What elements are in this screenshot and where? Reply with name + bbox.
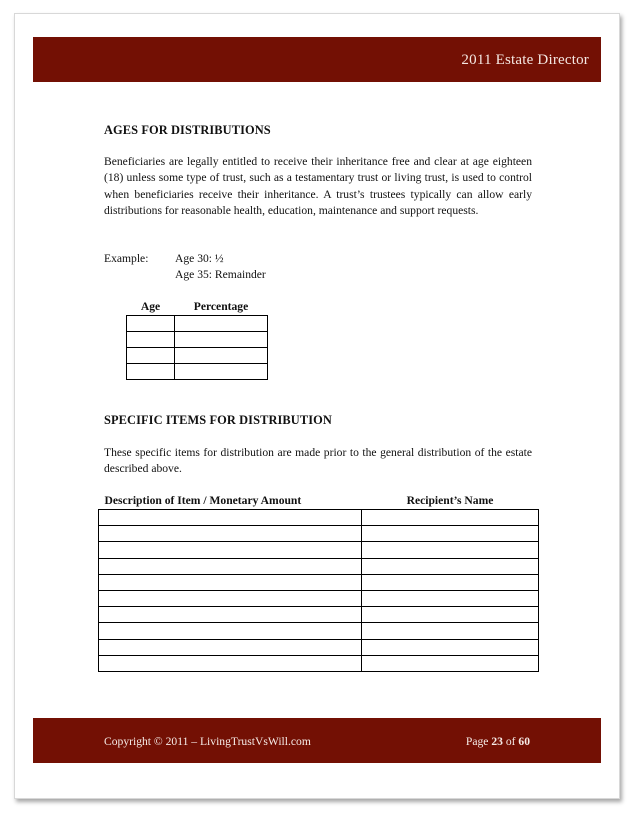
example-line: Age 35: Remainder [175, 268, 266, 281]
page-of: of [502, 735, 519, 748]
age-cell[interactable] [127, 316, 175, 332]
table-row [99, 639, 539, 655]
table-row [99, 510, 539, 526]
description-cell[interactable] [99, 510, 362, 526]
age-percentage-table [126, 299, 268, 380]
page-header [33, 37, 601, 82]
table-row [99, 623, 539, 639]
page-footer [33, 718, 601, 763]
recipient-cell[interactable] [362, 639, 539, 655]
table-row [99, 526, 539, 542]
page-current: 23 [491, 735, 503, 748]
example-line: Age 30: ½ [175, 252, 224, 265]
table-row [99, 574, 539, 590]
recipient-cell[interactable] [362, 510, 539, 526]
percentage-column-header: Percentage [193, 300, 249, 313]
items-table [98, 493, 539, 672]
page-number [466, 735, 530, 748]
ages-heading: AGES FOR DISTRIBUTIONS [104, 123, 271, 137]
percentage-cell[interactable] [175, 348, 268, 364]
footer-copyright: Copyright © 2011 – LivingTrustVsWill.com [104, 735, 311, 748]
table-row [127, 348, 268, 364]
recipient-cell[interactable] [362, 607, 539, 623]
description-cell[interactable] [99, 623, 362, 639]
recipient-cell[interactable] [362, 623, 539, 639]
recipient-cell[interactable] [362, 558, 539, 574]
description-column-header: Description of Item / Monetary Amount [104, 494, 302, 507]
table-row [99, 655, 539, 671]
percentage-cell[interactable] [175, 364, 268, 380]
description-cell[interactable] [99, 607, 362, 623]
age-cell[interactable] [127, 332, 175, 348]
percentage-cell[interactable] [175, 332, 268, 348]
description-cell[interactable] [99, 542, 362, 558]
table-row [99, 558, 539, 574]
table-row [127, 364, 268, 380]
recipient-cell[interactable] [362, 526, 539, 542]
table-row [99, 590, 539, 606]
age-cell[interactable] [127, 364, 175, 380]
age-cell[interactable] [127, 348, 175, 364]
recipient-cell[interactable] [362, 574, 539, 590]
items-paragraph: These specific items for distribution are made prior to the general distribution of the estate described above. [104, 446, 532, 476]
description-cell[interactable] [99, 590, 362, 606]
description-cell[interactable] [99, 526, 362, 542]
header-title: 2011 Estate Director [461, 52, 589, 68]
table-row [127, 332, 268, 348]
page-total: 60 [518, 735, 530, 748]
percentage-cell[interactable] [175, 316, 268, 332]
description-cell[interactable] [99, 574, 362, 590]
description-cell[interactable] [99, 655, 362, 671]
recipient-cell[interactable] [362, 590, 539, 606]
description-cell[interactable] [99, 639, 362, 655]
recipient-cell[interactable] [362, 542, 539, 558]
ages-paragraph: Beneficiaries are legally entitled to receive their inheritance free and clear at age eighteen (18) unless some type of trust, such as a testamentary trust or living trust, is used to control when beneficiaries receive their inheritance. A trust’s trustees typically can allow early distributions for reasonable health, education, maintenance and support requests. [104, 155, 532, 218]
example-label: Example: [104, 252, 149, 265]
items-heading: SPECIFIC ITEMS FOR DISTRIBUTION [104, 413, 332, 427]
recipient-column-header: Recipient’s Name [406, 494, 494, 507]
table-row [99, 607, 539, 623]
page-prefix: Page [465, 735, 492, 748]
table-row [99, 542, 539, 558]
recipient-cell[interactable] [362, 655, 539, 671]
table-row [127, 316, 268, 332]
description-cell[interactable] [99, 558, 362, 574]
age-column-header: Age [140, 300, 161, 313]
